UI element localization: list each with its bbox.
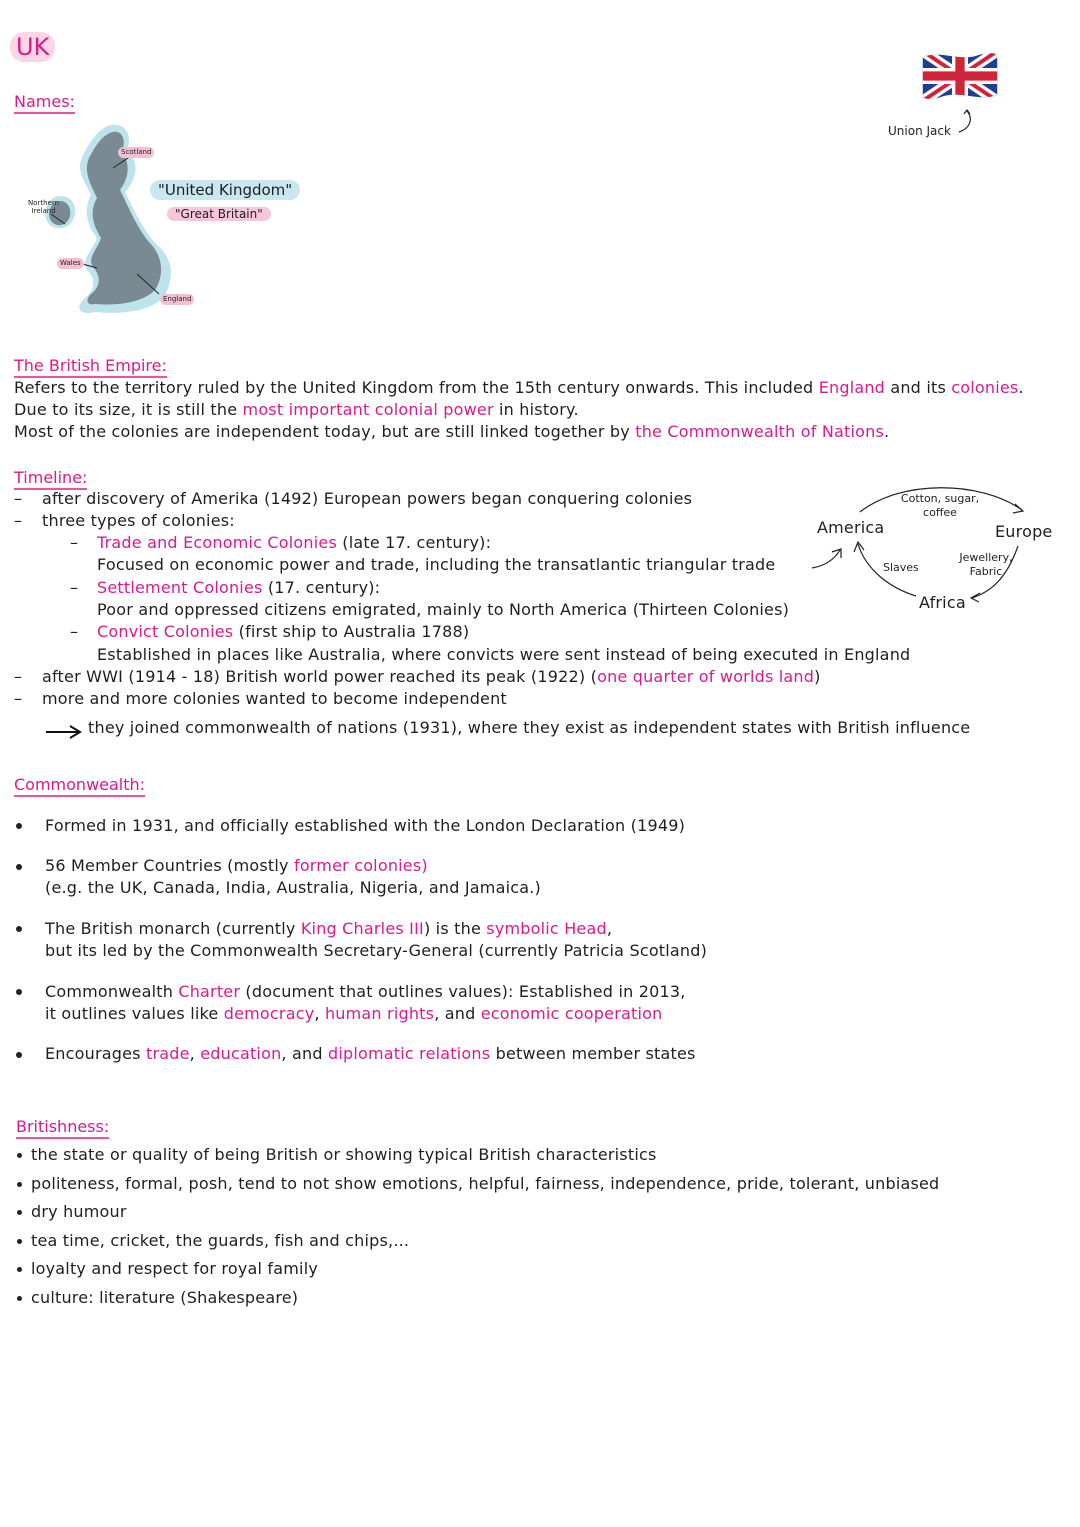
- triangle-africa: Africa: [919, 593, 966, 612]
- dash: –: [14, 489, 23, 508]
- empire-line-3: Most of the colonies are independent today, but are still linked together by the Commonwealth of Nations.: [14, 422, 890, 441]
- britishness-item: the state or quality of being British or showing typical British characteristics: [31, 1145, 657, 1164]
- commonwealth-bullet-3: The British monarch (currently King Charles III) is the symbolic Head,: [45, 919, 613, 938]
- dash: –: [14, 511, 23, 530]
- commonwealth-bullet-4-line-2: it outlines values like democracy, human rights, and economic cooperation: [45, 1004, 663, 1023]
- map-label-england: England: [160, 294, 194, 305]
- triangle-right-goods: Jewellery, Fabric: [959, 551, 1013, 578]
- triangle-america: America: [817, 518, 885, 537]
- bullet-dot: [17, 1210, 22, 1215]
- timeline-arrow-line: they joined commonwealth of nations (1931), where they exist as independent states with British influence: [88, 718, 971, 737]
- bullet-dot: [17, 1182, 22, 1187]
- trade-colonies-desc: Focused on economic power and trade, including the transatlantic triangular trade: [97, 555, 776, 574]
- convict-colonies: Convict Colonies (first ship to Australia 1788): [97, 622, 470, 641]
- empire-line-1: Refers to the territory ruled by the United Kingdom from the 15th century onwards. This included England and its colonies.: [14, 378, 1024, 397]
- trade-colonies: Trade and Economic Colonies (late 17. century):: [97, 533, 492, 552]
- great-britain-label: "Great Britain": [167, 207, 271, 221]
- union-jack-caption: Union Jack: [888, 124, 951, 138]
- dash: –: [70, 622, 79, 641]
- united-kingdom-label: "United Kingdom": [150, 180, 300, 200]
- bullet-dot: [16, 1052, 22, 1058]
- empire-line-2: Due to its size, it is still the most important colonial power in history.: [14, 400, 579, 419]
- dash: –: [14, 667, 23, 686]
- commonwealth-bullet-1: Formed in 1931, and officially established with the London Declaration (1949): [45, 816, 686, 835]
- names-heading: Names:: [14, 92, 75, 114]
- page-title: UK: [10, 32, 55, 62]
- bullet-dot: [16, 989, 22, 995]
- triangle-europe: Europe: [995, 522, 1053, 541]
- settlement-colonies-desc: Poor and oppressed citizens emigrated, mainly to North America (Thirteen Colonies): [97, 600, 790, 619]
- timeline-heading: Timeline:: [14, 468, 87, 490]
- map-label-wales: Wales: [57, 258, 84, 269]
- union-jack-flag: [920, 46, 1000, 106]
- commonwealth-bullet-3-line-2: but its led by the Commonwealth Secretary-General (currently Patricia Scotland): [45, 941, 708, 960]
- map-label-scotland: Scotland: [118, 147, 154, 158]
- commonwealth-bullet-2: 56 Member Countries (mostly former colonies): [45, 856, 428, 875]
- triangle-top-goods: Cotton, sugar, coffee: [900, 492, 980, 519]
- triangle-slaves: Slaves: [883, 561, 919, 574]
- britishness-item: loyalty and respect for royal family: [31, 1259, 319, 1278]
- dash: –: [70, 533, 79, 552]
- bullet-dot: [16, 823, 22, 829]
- bullet-dot: [17, 1239, 22, 1244]
- bullet-dot: [17, 1267, 22, 1272]
- empire-heading: The British Empire:: [14, 356, 167, 378]
- dash: –: [14, 689, 23, 708]
- timeline-item-2: three types of colonies:: [42, 511, 235, 530]
- timeline-item-1: after discovery of Amerika (1492) European powers began conquering colonies: [42, 489, 693, 508]
- bullet-dot: [16, 864, 22, 870]
- bullet-dot: [17, 1153, 22, 1158]
- britishness-heading: Britishness:: [16, 1117, 109, 1139]
- britishness-item: tea time, cricket, the guards, fish and chips,...: [31, 1231, 410, 1250]
- timeline-item-3: after WWI (1914 - 18) British world power reached its peak (1922) (one quarter of worlds land): [42, 667, 821, 686]
- commonwealth-bullet-2-examples: (e.g. the UK, Canada, India, Australia, Nigeria, and Jamaica.): [45, 878, 541, 897]
- britishness-item: culture: literature (Shakespeare): [31, 1288, 299, 1307]
- bullet-dot: [16, 926, 22, 932]
- britishness-item: politeness, formal, posh, tend to not show emotions, helpful, fairness, independence, pride, tolerant, unbiased: [31, 1174, 940, 1193]
- commonwealth-bullet-4: Commonwealth Charter (document that outlines values): Established in 2013,: [45, 982, 686, 1001]
- commonwealth-bullet-5: Encourages trade, education, and diplomatic relations between member states: [45, 1044, 696, 1063]
- bullet-dot: [17, 1296, 22, 1301]
- dash: –: [70, 578, 79, 597]
- commonwealth-heading: Commonwealth:: [14, 775, 145, 797]
- timeline-item-4: more and more colonies wanted to become independent: [42, 689, 507, 708]
- right-arrow-icon: [44, 724, 84, 740]
- caption-arrow-icon: [955, 108, 977, 136]
- map-label-northern-ireland: Northern Ireland: [28, 199, 60, 215]
- convict-colonies-desc: Established in places like Australia, where convicts were sent instead of being executed in England: [97, 645, 911, 664]
- britishness-item: dry humour: [31, 1202, 127, 1221]
- settlement-colonies: Settlement Colonies (17. century):: [97, 578, 381, 597]
